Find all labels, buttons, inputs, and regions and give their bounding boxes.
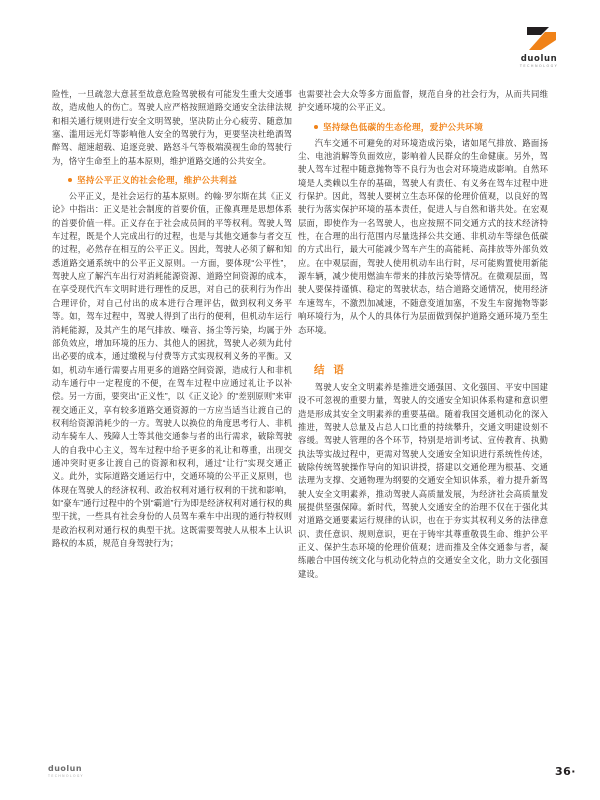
paragraph-conclusion-body: 驾驶人安全文明素养是推进交通强国、文化强国、平安中国建设不可忽视的重要力量，驾驶人的交通安全知识体系构建和意识塑造是形成其安全文明素养的重要基础。随着我国交通机动化的深入推进，驾驶人总量及占总人口比重的持续攀升，交通文明建设刻不容缓。驾驶人管理的各个环节，特别是培训考试、宣传教育、执勤执法等实战过程中，更需对驾驶人交通安全知识进行系统性传述，破除传统驾驶操作导向的知识讲授，搭建以交通伦理为根基、交通法理为支撑、交通物理为纲要的交通安全知识体系，着力提升新驾驶人安全文明素养，推动驾驶人高质量发展，为经济社会高质量发展提供坚强保障。新时代，驾驶人交通安全的治理不仅在于强化其对道路交通要素运行规律的认识，也在于夯实其权利义务的法律意识、责任意识、规则意识，更在于铸牢其尊重敬畏生命、维护公平正义、保护生态环境的伦理价值观；进而推及全体交通参与者，凝练融合中国传统文化与机动化特点的交通安全文化，助力文化强国建设。 <box>298 381 548 579</box>
section-heading-fairness <box>52 174 292 186</box>
paragraph-fairness-body: 公平正义，是社会运行的基本原则。约翰·罗尔斯在其《正义论》中指出：正义是社会制度的首要价值，正像真理是思想体系的首要价值一样。正义存在于社会成员间的平等权利。驾驶人驾车过程，既是个人完成出行的过程，也是与其他交通参与者交互的过程，必然存在相互的公平正义。因此，驾驶人必须了解和知悉道路交通系统中的公平正义原则。一方面，要体现“公平性”，驾驶人应了解汽车出行对消耗能源资源、道路空间资源的成本，在享受现代汽车文明时进行理性的反思，对自己的获利行为作出合理评价，对自己付出的成本进行合理评估，做到权利义务平等。如，驾车过程中，驾驶人得到了出行的便利，但机动车运行消耗能源，及其产生的尾气排放、噪音、扬尘等污染，均属于外部负效应，增加环境的压力、其他人的困扰，驾驶人必须为此付出必要的成本，通过缴税与付费等方式实现权利义务的平衡。又如，机动车通行需要占用更多的道路空间资源，造成行人和非机动车通行中一定程度的不便，在驾车过程中应通过礼让予以补偿。另一方面，要突出“正义性”，以《正义论》的“差别原则”来审视交通正义，享有较多道路交通资源的一方应当适当让渡自己的权利给资源消耗少的一方。驾驶人以换位的角度思考行人、非机动车骑车人、残障人士等其他交通参与者的出行需求，破除驾驶人的自我中心主义，驾车过程中给予更多的礼让和尊重，出现交通冲突时更多让渡自己的资源和权利，通过“让行”实现交通正义。此外，实际道路交通运行中，交通环境的公平正义原则，也体现在驾驶人的经济权利、政治权利对通行权利的干扰和影响，如“豪车”通行过程中的个别“霸道”行为即是经济权利对通行权的典型干扰，一些具有社会身份的人员驾车乘车中出现的通行特权则是政治权利对通行权的典型干扰。这既需要驾驶人从根本上认识路权的本质，规范自身驾驶行为； <box>52 191 292 548</box>
section-heading-label: 坚持绿色低碳的生态伦理，爱护公共环境 <box>323 121 484 132</box>
bullet-icon <box>68 178 72 182</box>
page-header <box>0 0 600 86</box>
footer-tagline: TECHNOLOGY <box>48 773 84 778</box>
right-column <box>298 88 548 728</box>
footer-logo <box>48 765 108 778</box>
brand-logo <box>506 26 572 68</box>
paragraph-ecology-body: 汽车交通不可避免的对环境造成污染，诸如尾气排放、路面扬尘、电池消解等负面效应，影响着人民群众的生命健康。另外，驾驶人驾车过程中随意抛物等不良行为也会对环境造成影响。自然环境是人类赖以生存的基础，驾驶人有责任、有义务在驾车过程中进行保护。因此，驾驶人要树立生态环保的伦理价值观，以良好的驾驶行为落实保护环境的基本责任，促进人与自然和谐共处。在宏观层面，即使作为一名驾驶人，也应按照不同交通方式的技术经济特性，在合理的出行范围内尽量选择公共交通、非机动车等绿色低碳的方式出行，最大可能减少驾车产生的高能耗、高排放等外部负效应。在中观层面，驾驶人使用机动车出行时，尽可能购置使用新能源车辆，减少使用燃油车带来的排放污染等情况。在微观层面，驾驶人要保持谨慎、稳定的驾驶状态，结合道路交通情况，使用经济车速驾车，不激烈加减速，不随意变道加塞，不发生车窗抛物等影响环境行为，从个人的具体行为层面做到保护道路交通环境乃至生态环境。 <box>298 137 548 335</box>
section-heading-ecology <box>298 121 548 133</box>
article-content <box>0 88 600 728</box>
conclusion-heading: 结 语 <box>314 363 347 376</box>
bullet-icon <box>314 125 318 129</box>
duolun-arrow-mark-icon <box>519 26 559 52</box>
brand-tagline: TECHNOLOGY <box>519 64 559 68</box>
page-footer <box>0 728 600 800</box>
paragraph-continued-left: 险性，一旦疏忽大意甚至故意危险驾驶极有可能发生重大交通事故，造成他人的伤亡。驾驶人应严格按照道路交通安全法律法规和相关通行规则进行安全文明驾驶，坚决防止分心疲劳、随意加塞、滥用远光灯等影响他人安全的驾驶行为，更要坚决杜绝酒驾醉驾、超速超载、追逐竞驶、路怒斗气等极端漠视生命的驾驶行为，恪守生命至上的基本原则，维护道路交通的公共安全。 <box>52 89 292 166</box>
footer-wordmark: duolun <box>48 764 83 774</box>
paragraph-continued-right: 也需要社会大众等多方面监督，规范自身的社会行为，从而共同维护交通环境的公平正义。 <box>298 89 548 113</box>
left-column <box>52 88 292 728</box>
brand-wordmark: duolun <box>520 54 558 64</box>
section-heading-label: 坚持公平正义的社会伦理，维护公共利益 <box>77 175 238 186</box>
page-number: 36· <box>555 765 576 778</box>
